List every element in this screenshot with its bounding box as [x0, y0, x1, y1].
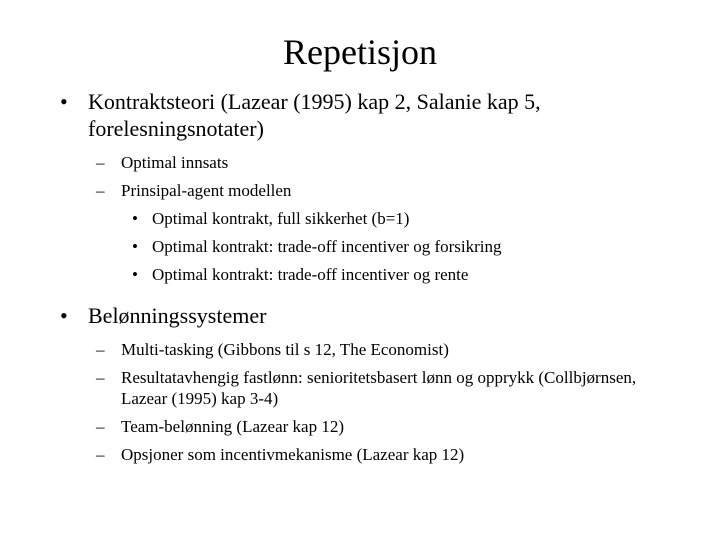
sub-sub-item-text: Optimal kontrakt, full sikkerhet (b=1)	[152, 209, 410, 228]
sub-item-multi-tasking	[0, 339, 720, 360]
bullet-item-contract-theory	[0, 88, 720, 142]
bullet-icon: •	[132, 209, 138, 228]
bullet-icon: •	[132, 265, 138, 284]
sub-item-text: Multi-tasking (Gibbons til s 12, The Economist)	[121, 340, 449, 359]
sub-sub-item-rent-tradeoff	[0, 264, 720, 285]
sub-sub-item-insurance-tradeoff	[0, 236, 720, 257]
bullet-icon: •	[60, 89, 68, 114]
slide-content	[0, 88, 720, 465]
sub-item-text: Opsjoner som incentivmekanisme (Lazear kap 12)	[121, 445, 465, 464]
dash-icon: –	[96, 368, 105, 387]
bullet-icon: •	[60, 303, 68, 328]
dash-icon: –	[96, 340, 105, 359]
bullet-text: Belønningssystemer	[88, 303, 267, 328]
sub-item-fixed-salary	[0, 367, 720, 409]
dash-icon: –	[96, 445, 105, 464]
sub-item-team-reward	[0, 416, 720, 437]
sub-item-principal-agent	[0, 180, 720, 201]
sub-item-options	[0, 444, 720, 465]
sub-item-text: Optimal innsats	[121, 153, 229, 172]
dash-icon: –	[96, 153, 105, 172]
dash-icon: –	[96, 417, 105, 436]
sub-sub-item-full-security	[0, 208, 720, 229]
sub-item-text: Prinsipal-agent modellen	[121, 181, 292, 200]
sub-item-text: Resultatavhengig fastlønn: senioritetsbasert lønn og opprykk (Collbjørnsen, Lazear (1995) kap 3-4)	[121, 368, 637, 408]
slide-title: Repetisjon	[283, 32, 437, 72]
sub-item-optimal-effort	[0, 152, 720, 173]
sub-sub-item-text: Optimal kontrakt: trade-off incentiver og rente	[152, 265, 469, 284]
sub-sub-item-text: Optimal kontrakt: trade-off incentiver og forsikring	[152, 237, 502, 256]
bullet-icon: •	[132, 237, 138, 256]
sub-item-text: Team-belønning (Lazear kap 12)	[121, 417, 345, 436]
bullet-item-reward-systems	[0, 302, 720, 329]
bullet-text: Kontraktsteori (Lazear (1995) kap 2, Salanie kap 5, forelesningsnotater)	[88, 89, 541, 141]
dash-icon: –	[96, 181, 105, 200]
